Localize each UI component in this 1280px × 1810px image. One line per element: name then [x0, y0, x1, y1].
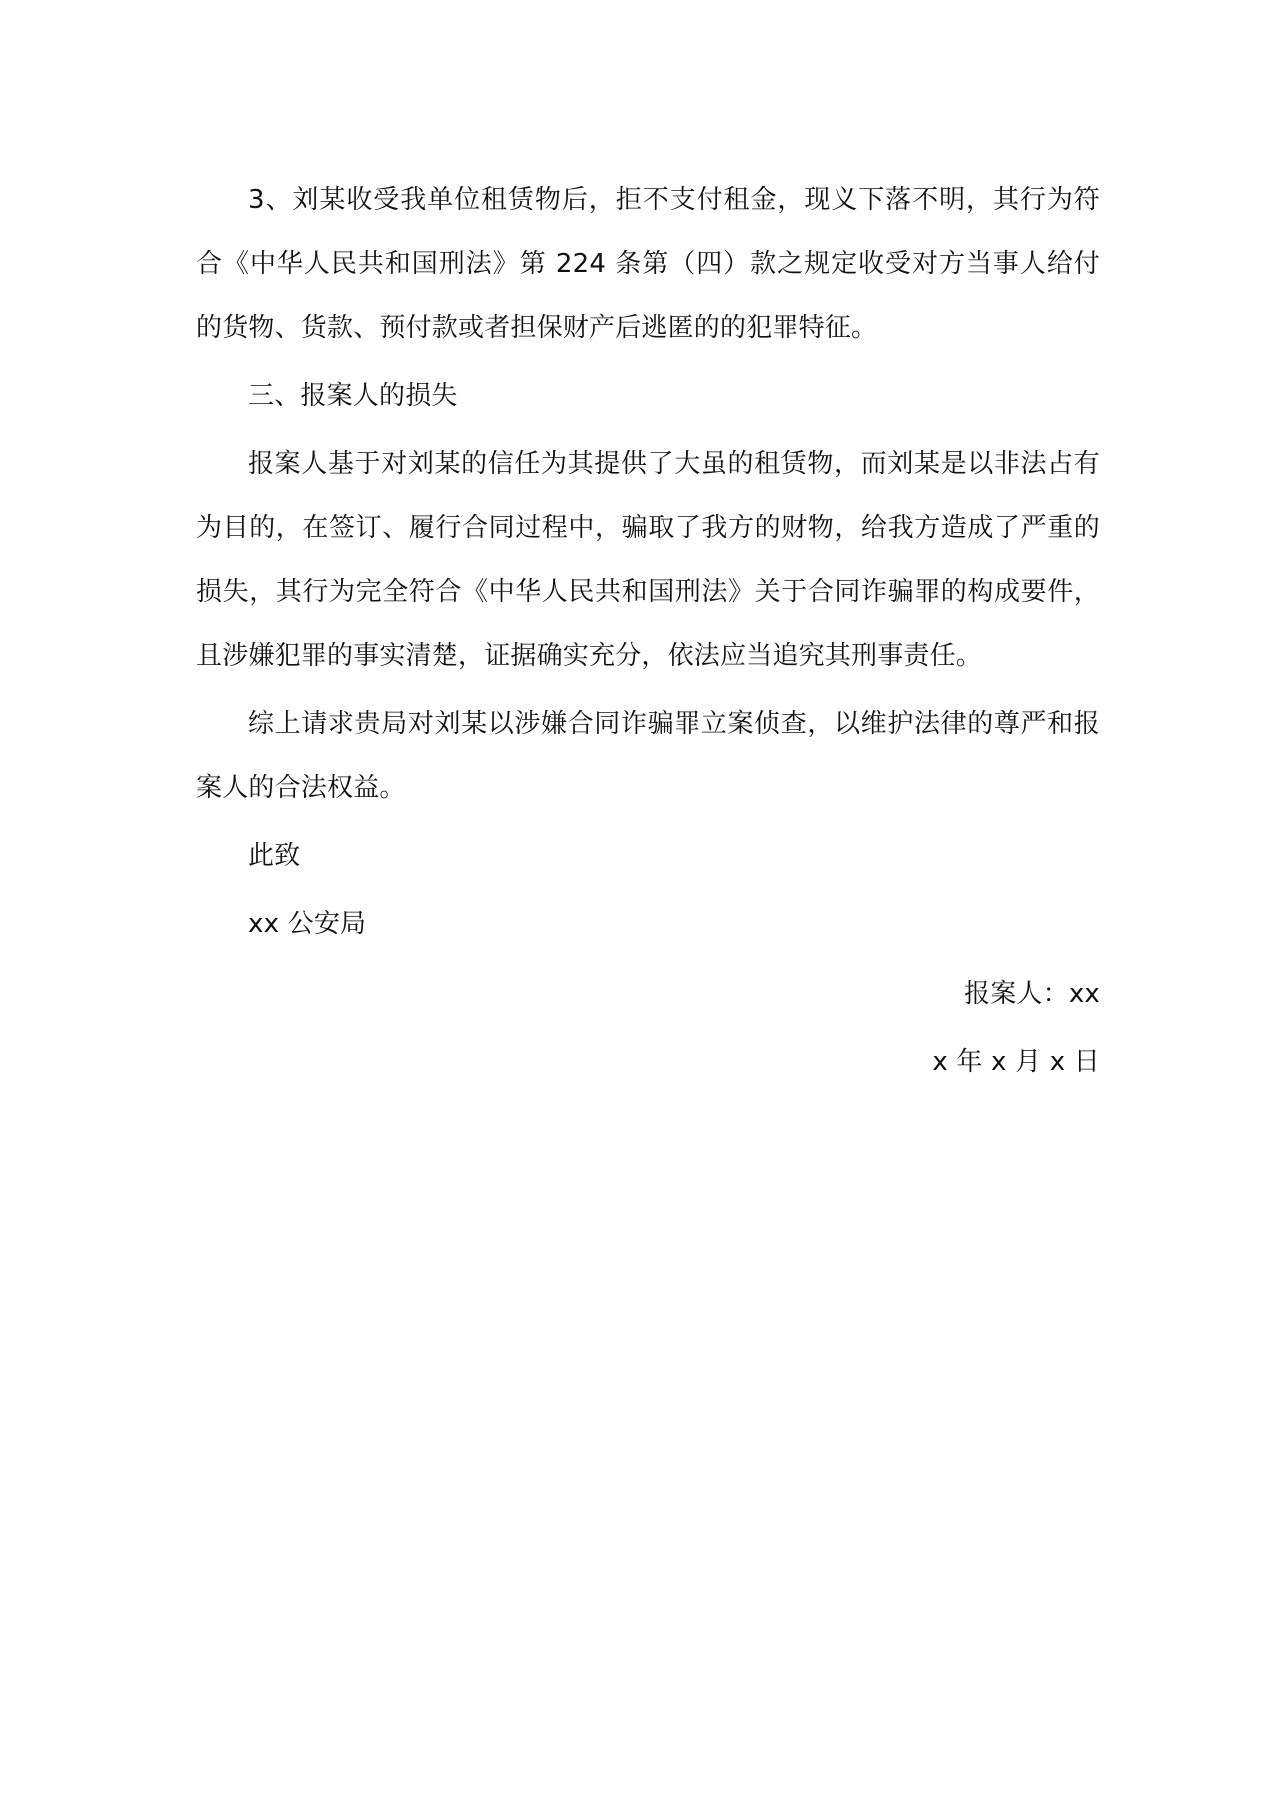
- reporter-signature: 报案人：xx: [964, 979, 1100, 1009]
- recipient: xx 公安局: [248, 909, 367, 939]
- paragraph-request: 综上请求贵局对刘某以涉嫌合同诈骗罪立案侦查，以维护法律的尊严和报案人的合法权益。: [196, 709, 1100, 803]
- salutation: 此致: [248, 841, 301, 871]
- paragraph-losses: 报案人基于对刘某的信任为其提供了大虽的租赁物，而刘某是以非法占有为目的，在签订、履行合同过程中，骗取了我方的财物，给我方造成了严重的损失，其行为完全符合《中华人民共和国刑法》关于合同诈骗罪的构成要件，且涉嫌犯罪的事实清楚，证据确实充分，依法应当追究其刑事责任。: [196, 449, 1100, 671]
- section-heading-losses: 三、报案人的损失: [248, 381, 458, 411]
- signature-block: [196, 962, 1100, 1094]
- paragraph-clause-3: 3、刘某收受我单位租赁物后，拒不支付租金，现义下落不明，其行为符合《中华人民共和国刑法》第 224 条第（四）款之规定收受对方当事人给付的货物、货款、预付款或者担保财产后逃匿的的犯罪特征。: [196, 185, 1100, 343]
- document-body: [196, 168, 1100, 1094]
- signature-date: x 年 x 月 x 日: [932, 1047, 1100, 1077]
